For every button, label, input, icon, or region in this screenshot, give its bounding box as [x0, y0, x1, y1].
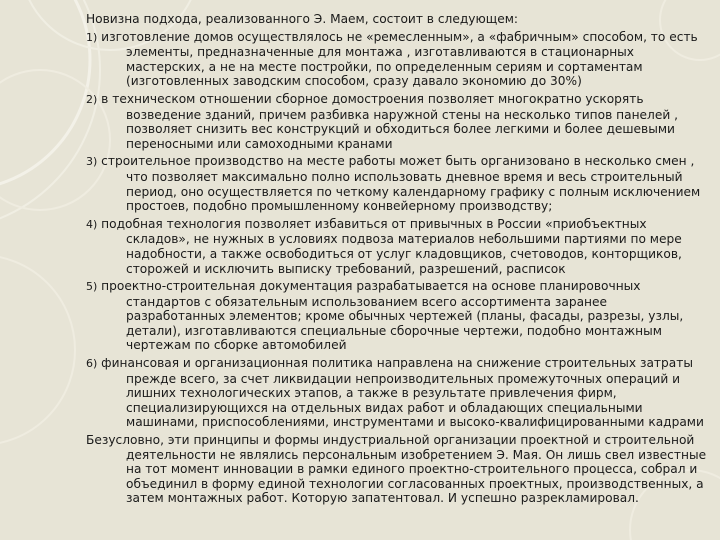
item-number: 6)	[86, 357, 98, 371]
item-text: в техническом отношении сборное домостроения позволяет многократно ускорять возведение зданий, причем разбивка наружной стены на несколько типов панелей , позволяет снизить вес конструкций и обходиться более легкими и более дешевыми переносными или самоходными кранами	[101, 91, 678, 151]
item-text: изготовление домов осуществлялось не «ремесленным», а «фабричным» способом, то есть элементы, предназначенные для монтажа , изготавливаются в стационарных мастерских, а не на месте постройки, по определенным сериям и сортаментам (изготовленных заводским способом, сразу давало экономию до 30%)	[101, 29, 698, 89]
deco-ring-1	[0, 0, 90, 190]
list-item-1	[86, 30, 710, 89]
intro-text: Новизна подхода, реализованного Э. Маем, состоит в следующем:	[86, 12, 519, 26]
closing-paragraph: Безусловно, эти принципы и формы индустриальной организации проектной и строительной деятельности не являлись персональным изобретением Э. Мая. Он лишь свел известные на тот момент инновации в рамки единого проектно-строительного процесса, собрал и объединил в форму единой технологии согласованных проектных, производственных, а затем монтажных работ. Которую запатентовал. И успешно разрекламировал.	[86, 433, 707, 506]
item-text: финансовая и организационная политика направлена на снижение строительных затраты прежде всего, за счет ликвидации непроизводительных промежуточных операций и лишних технологических этапов, а также в результате привлечения фирм, специализирующихся на отдельных видах работ и обладающих специальными машинами, приспособлениями, инструментами и высоко-квалифицированными кадрами	[101, 356, 704, 430]
deco-ring-2	[0, 0, 100, 230]
item-text: строительное производство на месте работы может быть организовано в несколько смен , что позволяет максимально полно использовать дневное время и весь строительный период, оно осуществляется по четкому календарному графику с полным исключением простоев, подобно промышленному конвейерному производству;	[101, 154, 701, 214]
deco-ring-5	[0, 255, 75, 445]
list-item-4	[86, 217, 710, 276]
list-item-3	[86, 154, 710, 213]
item-number: 3)	[86, 155, 98, 169]
list-item-2	[86, 92, 710, 151]
item-number: 1)	[86, 30, 98, 44]
item-number: 4)	[86, 217, 98, 231]
item-text: подобная технология позволяет избавиться от привычных в России «приобъектных складов», не нужных в условиях подвоза материалов небольшими партиями по мере надобности, а также освободиться от услуг кладовщиков, счетоводов, конторщиков, сторожей и исключить выписку требований, разрешений, расписок	[101, 216, 682, 276]
list-item-6	[86, 356, 710, 430]
list-item-5	[86, 279, 710, 353]
item-number: 2)	[86, 92, 98, 106]
item-text: проектно-строительная документация разрабатывается на основе планировочных стандартов с обязательным использованием всего ассортимента заранее разработанных элементов; кроме обычных чертежей (планы, фасады, разрезы, узлы, детали), изготавливаются специальные сборочные чертежи, подобно монтажным чертежам по сборке автомобилей	[101, 279, 684, 353]
slide-body	[86, 12, 710, 506]
item-number: 5)	[86, 280, 98, 294]
